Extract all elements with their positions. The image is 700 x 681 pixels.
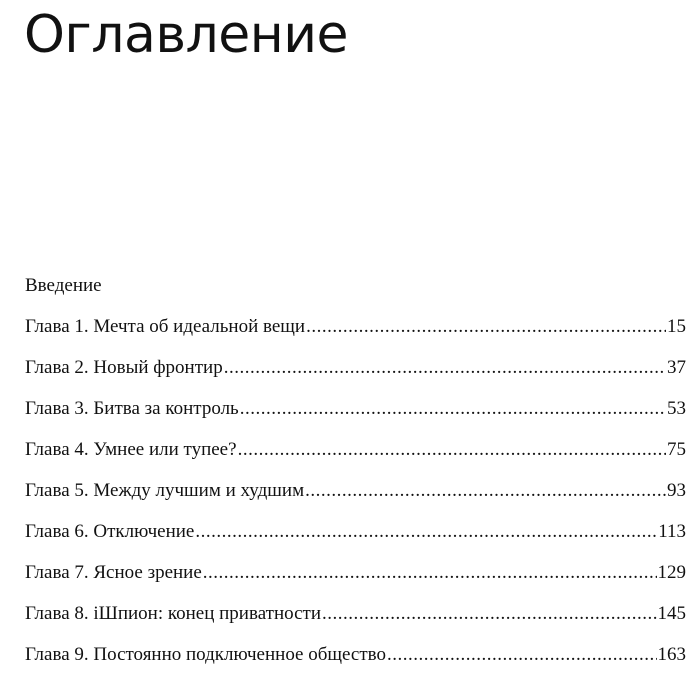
toc-entry-chapter-8[interactable] xyxy=(25,599,686,640)
toc-entry-chapter-1[interactable] xyxy=(25,312,686,353)
toc-entry-introduction[interactable] xyxy=(25,271,686,312)
toc-entry-label: Глава 9. Постоянно подключенное общество xyxy=(25,644,387,665)
toc-page-number: 129 xyxy=(657,562,686,583)
toc-page-number: 113 xyxy=(658,521,686,542)
toc-entry-chapter-9[interactable] xyxy=(25,640,686,681)
toc-dot-leader xyxy=(238,435,666,465)
toc-entry-chapter-6[interactable] xyxy=(25,517,686,558)
toc-entry-chapter-3[interactable] xyxy=(25,394,686,435)
toc-dot-leader xyxy=(203,558,657,588)
toc-entry-label: Глава 4. Умнее или тупее? xyxy=(25,439,237,460)
toc-page-number: 15 xyxy=(667,316,686,337)
toc-dot-leader xyxy=(195,517,657,547)
toc-dot-leader xyxy=(224,353,666,383)
toc-dot-leader xyxy=(387,640,656,670)
toc-entry-label: Введение xyxy=(25,275,102,296)
toc-entry-chapter-5[interactable] xyxy=(25,476,686,517)
toc-entry-chapter-7[interactable] xyxy=(25,558,686,599)
toc-entry-label: Глава 3. Битва за контроль xyxy=(25,398,239,419)
toc-entry-chapter-4[interactable] xyxy=(25,435,686,476)
toc-dot-leader xyxy=(306,312,666,342)
toc-page-number: 37 xyxy=(667,357,686,378)
toc-page-number: 53 xyxy=(667,398,686,419)
toc-page-number: 93 xyxy=(667,480,686,501)
toc-entry-label: Глава 7. Ясное зрение xyxy=(25,562,202,583)
toc-entry-label: Глава 2. Новый фронтир xyxy=(25,357,223,378)
page-title: Оглавление xyxy=(24,5,349,65)
toc-page-number: 145 xyxy=(657,603,686,624)
toc-dot-leader xyxy=(305,476,666,506)
toc-entry-label: Глава 8. iШпион: конец приватности xyxy=(25,603,321,624)
toc-entry-label: Глава 5. Между лучшим и худшим xyxy=(25,480,305,501)
toc-page-number: 75 xyxy=(667,439,686,460)
toc-entry-label: Глава 1. Мечта об идеальной вещи xyxy=(25,316,306,337)
toc-page-number: 163 xyxy=(657,644,686,665)
toc-entry-label: Глава 6. Отключение xyxy=(25,521,195,542)
table-of-contents xyxy=(25,271,686,681)
toc-dot-leader xyxy=(322,599,657,629)
toc-dot-leader xyxy=(240,394,666,424)
toc-entry-chapter-2[interactable] xyxy=(25,353,686,394)
